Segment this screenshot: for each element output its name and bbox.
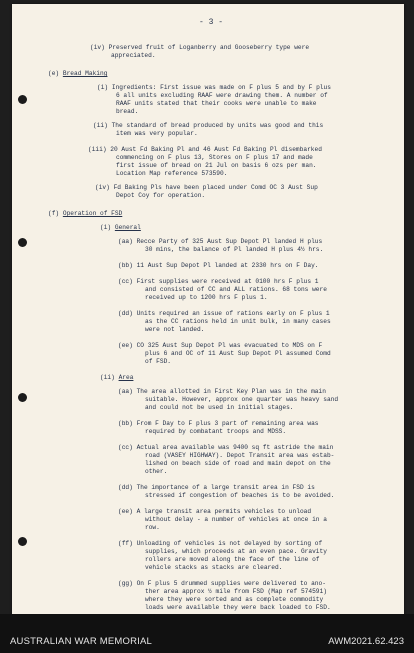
text-line: (bb) 11 Aust Sup Depot Pl landed at 2330 hrs on F Day. bbox=[118, 262, 319, 269]
text-line: (ff) Unloading of vehicles is not delayed by sorting of bbox=[118, 540, 323, 547]
text-line: (ii) The standard of bread produced by units was good and this bbox=[93, 122, 324, 129]
text-line: (cc) Actual area available was 9400 sq ft astride the main bbox=[118, 444, 334, 451]
text-line: (aa) The area allotted in First Key Plan was in the main bbox=[118, 388, 326, 395]
text-line: (gg) On F plus 5 drummed supplies were delivered to ano- bbox=[118, 580, 326, 587]
section-heading: (e) Bread Making bbox=[48, 70, 108, 77]
text-line: as the CC rations held in unit bulk, in many cases bbox=[145, 318, 331, 325]
text-line: ther area approx ½ mile from FSD (Map ref 574591) bbox=[145, 588, 327, 595]
text-line: stressed if congestion of beaches is to be avoided. bbox=[145, 492, 335, 499]
text-line: suitable. However, approx one quarter was heavy sand bbox=[145, 396, 339, 403]
text-line: row. bbox=[145, 524, 160, 531]
text-line: item was very popular. bbox=[116, 130, 198, 137]
text-line: (iii) 20 Aust Fd Baking Pl and 46 Aust Fd Baking Pl disembarked bbox=[88, 146, 322, 153]
text-line: (i) Ingredients: First issue was made on F plus 5 and by F plus bbox=[97, 84, 331, 91]
text-line: and consisted of CC and ALL rations. 68 tons were bbox=[145, 286, 327, 293]
text-line: rollers are moved along the face of the line of bbox=[145, 556, 320, 563]
text-line: (iv) Preserved fruit of Loganberry and Gooseberry type were bbox=[90, 44, 310, 51]
footer-bar bbox=[0, 614, 414, 653]
text-line: first issue of bread on 21 Jul on basis 6 ozs per man. bbox=[116, 162, 317, 169]
text-line: Depot Coy for operation. bbox=[116, 192, 206, 199]
punch-hole-4 bbox=[18, 537, 27, 546]
text-line: appreciated. bbox=[111, 52, 156, 59]
text-line: 6 all units excluding RAAF were drawing them. A number of bbox=[116, 92, 328, 99]
section-heading: (i) General bbox=[100, 224, 141, 231]
text-line: other. bbox=[145, 468, 168, 475]
text-line: were not landed. bbox=[145, 326, 205, 333]
text-line: (ee) A large transit area permits vehicles to unload bbox=[118, 508, 312, 515]
text-line: received up to 1200 hrs F plus 1. bbox=[145, 294, 268, 301]
text-line: without delay - a number of vehicles at once in a bbox=[145, 516, 327, 523]
footer-source: AUSTRALIAN WAR MEMORIAL bbox=[10, 636, 153, 647]
text-line: commencing on F plus 13, Stores on F plus 17 and made bbox=[116, 154, 313, 161]
text-line: vehicle stacks as stacks are cleared. bbox=[145, 564, 283, 571]
text-line: plus 6 and OC of 11 Aust Sup Depot Pl assumed Comd bbox=[145, 350, 331, 357]
text-line: (aa) Recce Party of 325 Aust Sup Depot Pl landed H plus bbox=[118, 238, 323, 245]
text-line: (iv) Fd Baking Pls have been placed under Comd OC 3 Aust Sup bbox=[95, 184, 318, 191]
punch-hole-2 bbox=[18, 238, 27, 247]
text-line: road (VASEY HIGHWAY). Depot Transit area was estab- bbox=[145, 452, 335, 459]
text-line: of FSD. bbox=[145, 358, 171, 365]
text-line: and could not be used in initial stages. bbox=[145, 404, 294, 411]
text-line: required by combatant troops and MDSS. bbox=[145, 428, 287, 435]
text-line: (bb) From F Day to F plus 3 part of remaining area was bbox=[118, 420, 319, 427]
text-line: lished on beach side of road and main depot on the bbox=[145, 460, 331, 467]
text-line: bread. bbox=[116, 108, 139, 115]
footer-id: AWM2021.62.423 bbox=[328, 636, 404, 647]
section-heading: (ii) Area bbox=[100, 374, 134, 381]
text-line: (dd) Units required an issue of rations early on F plus 1 bbox=[118, 310, 330, 317]
text-line: supplies, which proceeds at an even pace. Gravity bbox=[145, 548, 327, 555]
page-number: - 3 - bbox=[199, 18, 224, 27]
punch-hole-3 bbox=[18, 393, 27, 402]
text-line: 30 mins, the balance of Pl landed H plus 4½ hrs. bbox=[145, 246, 324, 253]
section-heading: (f) Operation of FSD bbox=[48, 210, 123, 217]
text-line: loads were available they were back loaded to FSD. bbox=[145, 604, 331, 611]
text-line: Location Map reference 573590. bbox=[116, 170, 228, 177]
document-page bbox=[12, 4, 404, 614]
text-line: (dd) The importance of a large transit area in FSD is bbox=[118, 484, 315, 491]
text-line: where they were sorted and as complete commodity bbox=[145, 596, 324, 603]
punch-hole-1 bbox=[18, 95, 27, 104]
text-line: RAAF units stated that their cooks were unable to make bbox=[116, 100, 317, 107]
text-line: (ee) CO 325 Aust Sup Depot Pl was evacuated to MDS on F bbox=[118, 342, 323, 349]
text-line: (cc) First supplies were received at 0100 hrs F plus 1 bbox=[118, 278, 319, 285]
